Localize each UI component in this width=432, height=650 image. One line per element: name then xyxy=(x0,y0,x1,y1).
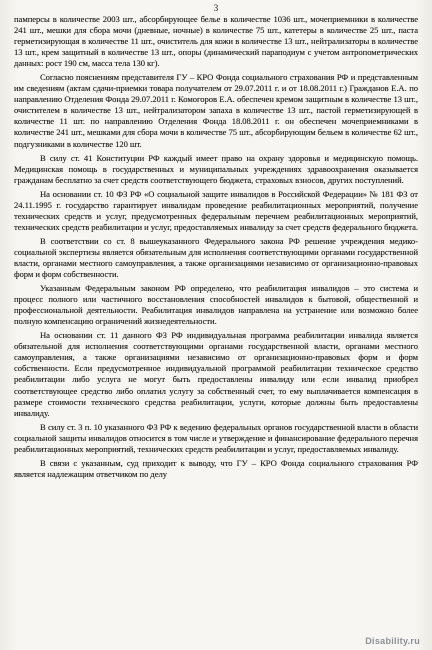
paragraph-2: Согласно пояснениям представителя ГУ – КРО Фонда социального страхования РФ и представленным им сведениям (актам сдачи-приемки товара получателем от 29.07.2011 г. и от 18.08.2011 г.) Гражданов Е.А. по направлению Отделения Фонда 29.07.2011 г. Комогоров Е.А. обеспечен кремом защитным в количестве 13 шт., очистителем в количестве 13 шт., нейтрализатором запаха в количестве 13 шт., пастой герметизирующей в количестве 11 шт. по направлению Отделения Фонда 18.08.2011 г. он обеспечен мочеприемниками в количестве 241 шт., мешками для сбора мочи в количестве 75 шт., абсорбирующим бельем в количестве 62 шт., подгузниками в количестве 120 шт. xyxy=(14,72,418,149)
paragraph-1: памперсы в количестве 2003 шт., абсорбирующее белье в количестве 1036 шт., мочеприемники в количестве 241 шт., мешки для сбора мочи (дневные, ночные) в количестве 75 шт., катетеры в количестве 25 шт., паста герметизирующая в количестве 11 шт., очиститель для кожи в количестве 13 шт., нейтрализаторы в количестве 13 шт., крем защитный в количестве 13 шт., опоры (динамический параподиум с учетом антропометрических данных: рост 190 см, масса тела 130 кг). xyxy=(14,14,418,69)
paragraph-5: В соответствии со ст. 8 вышеуказанного Федерального закона РФ решение учреждения медико-социальной экспертизы является обязательным для исполнения соответствующими органами государственной власти, органами местного самоуправления, а также организациями независимо от организационно-правовых форм и форм собственности. xyxy=(14,235,418,280)
paragraph-9: В связи с указанным, суд приходит к выводу, что ГУ – КРО Фонда социального страхования РФ является надлежащим ответчиком по делу xyxy=(14,457,418,479)
site-watermark: Disability.ru xyxy=(365,636,420,646)
document-body xyxy=(14,14,418,483)
paragraph-7: На основании ст. 11 данного ФЗ РФ индивидуальная программа реабилитации инвалида является обязательной для исполнения соответствующими органами государственной власти, органами местного самоуправления, а также организациями независимо от организационно-правовых форм и форм собственности. Если предусмотренное индивидуальной программой реабилитации техническое средство реабилитации либо услуга не могут быть предоставлены инвалиду или если инвалид приобрел соответствующее средство либо оплатил услугу за собственный счет, то ему выплачивается компенсация в размере стоимости технического средства реабилитации, услуги, которые должны быть предоставлены инвалиду. xyxy=(14,330,418,418)
paragraph-6: Указанным Федеральным законом РФ определено, что реабилитация инвалидов – это система и процесс полного или частичного восстановления способностей инвалидов к бытовой, общественной и профессиональной деятельности. Реабилитация инвалидов направлена на устранение или возможно более полную компенсацию ограничений жизнедеятельности. xyxy=(14,283,418,327)
paragraph-4: На основании ст. 10 ФЗ РФ «О социальной защите инвалидов в Российской Федерации» № 181 ФЗ от 24.11.1995 г. государство гарантирует инвалидам проведение реабилитационных мероприятий, получение технических средств и услуг, предусмотренных федеральным перечнем реабилитационных мероприятий, технических средств реабилитации и услуг, предоставляемых инвалиду за счет средств федерального бюджета. xyxy=(14,188,418,232)
page-number: 3 xyxy=(213,3,219,13)
paragraph-8: В силу ст. 3 п. 10 указанного ФЗ РФ к ведению федеральных органов государственной власти в области социальной защиты инвалидов относится в том числе и утверждение и финансирование федерального перечня реабилитационных мероприятий, технических средств реабилитации и услуг, предоставляемых инвалиду. xyxy=(14,421,418,454)
paragraph-3: В силу ст. 41 Конституции РФ каждый имеет право на охрану здоровья и медицинскую помощь. Медицинская помощь в государственных и муниципальных учреждениях здравоохранения оказывается гражданам бесплатно за счет средств соответствующего бюджета, страховых взносов, других поступлений. xyxy=(14,152,418,185)
